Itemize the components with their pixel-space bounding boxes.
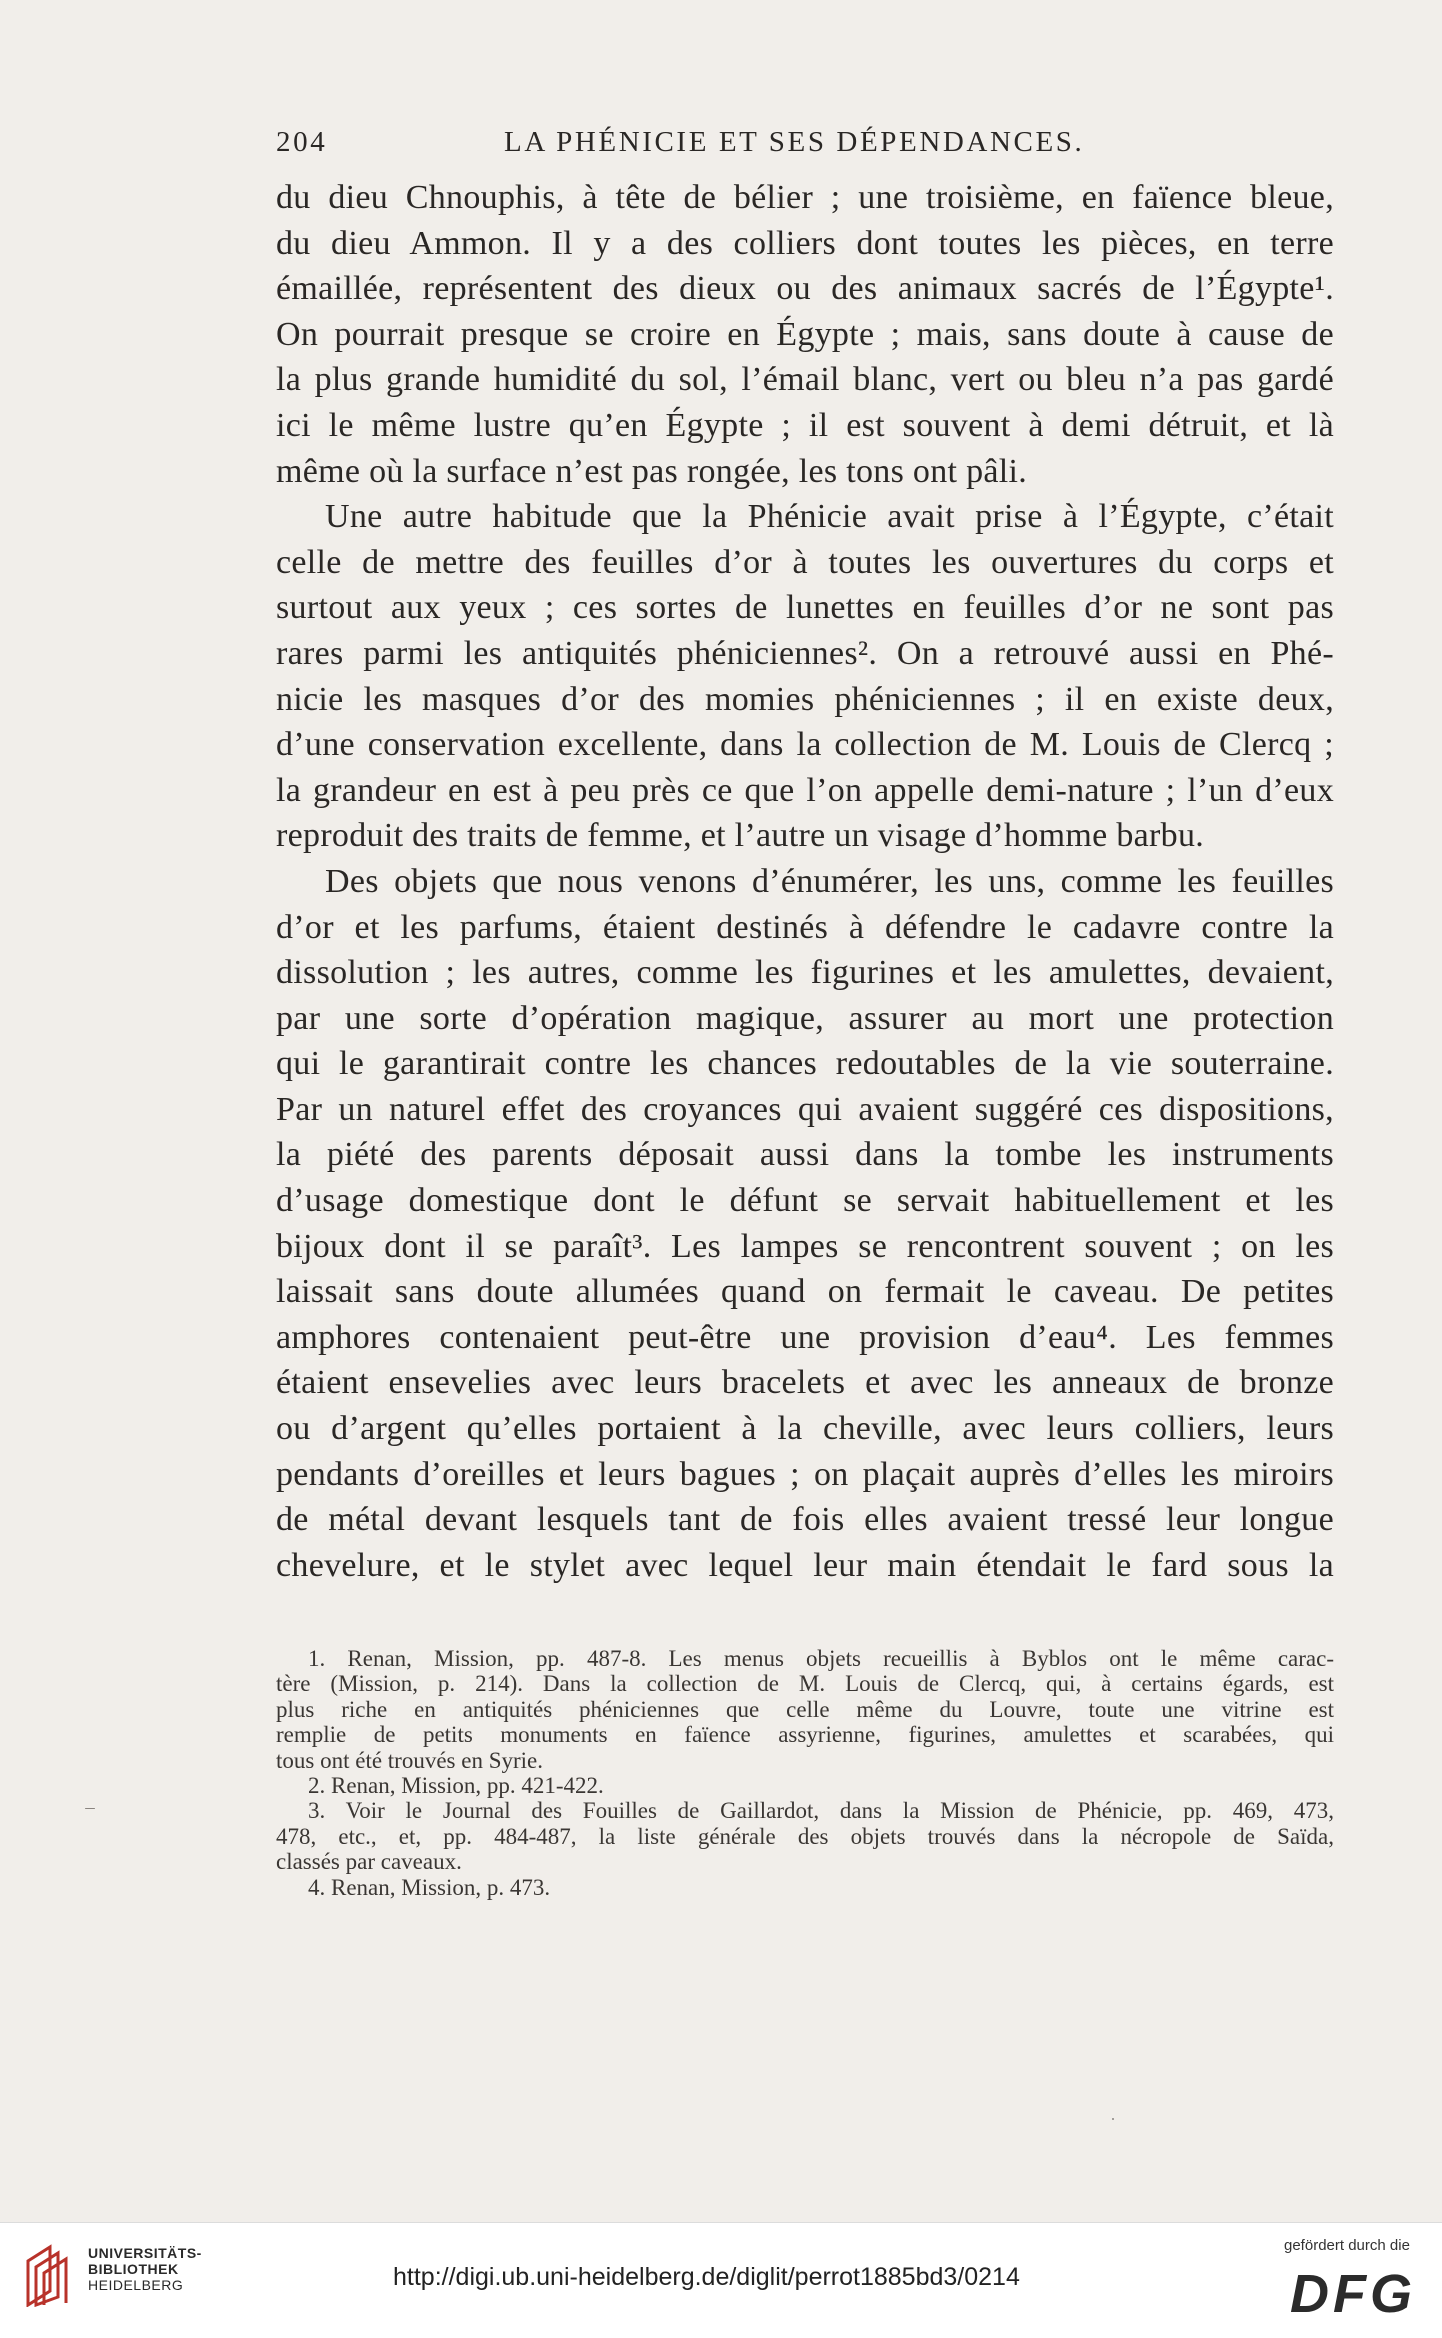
text-line: d’or et les parfums, étaient destinés à défendre le cadavre contre la bbox=[276, 908, 1334, 946]
text-line: dissolution ; les autres, comme les figurines et les amulettes, devaient, bbox=[276, 954, 1334, 992]
text-line: la piété des parents déposait aussi dans la tombe les instruments bbox=[276, 1136, 1334, 1174]
text-line: bijoux dont il se paraît³. Les lampes se rencontrent souvent ; on les bbox=[276, 1227, 1334, 1265]
text-line: rares parmi les antiquités phéniciennes². On a retrouvé aussi en Phé- bbox=[276, 634, 1334, 672]
footnote-line: tère (Mission, p. 214). Dans la collection de M. Louis de Clercq, qui, à certains égards, est bbox=[276, 1671, 1334, 1697]
footnote-line: 1. Renan, Mission, pp. 487-8. Les menus objets recueillis à Byblos ont le même carac- bbox=[308, 1646, 1334, 1671]
footnote-line: classés par caveaux. bbox=[276, 1849, 462, 1875]
text-line: ou d’argent qu’elles portaient à la cheville, avec leurs colliers, leurs bbox=[276, 1410, 1334, 1448]
text-line: Par un naturel effet des croyances qui avaient suggéré ces dispositions, bbox=[276, 1090, 1334, 1128]
text-line: étaient ensevelies avec leurs bracelets et avec les anneaux de bronze bbox=[276, 1364, 1334, 1402]
library-name bbox=[88, 2245, 202, 2293]
text-line: d’usage domestique dont le défunt se servait habituellement et les bbox=[276, 1182, 1334, 1220]
text-line: de métal devant lesquels tant de fois elles avaient tressé leur longue bbox=[276, 1501, 1334, 1539]
text-line: par une sorte d’opération magique, assurer au mort une protection bbox=[276, 999, 1334, 1037]
text-line: d’une conservation excellente, dans la collection de M. Louis de Clercq ; bbox=[276, 726, 1334, 764]
text-line: nicie les masques d’or des momies phéniciennes ; il en existe deux, bbox=[276, 680, 1334, 718]
dfg-logo: DFG bbox=[1290, 2264, 1416, 2324]
footnote-line: tous ont été trouvés en Syrie. bbox=[276, 1747, 544, 1773]
digitization-footer bbox=[0, 2222, 1442, 2338]
footnote-line: 478, etc., et, pp. 484-487, la liste générale des objets trouvés dans la nécropole de Saïda, bbox=[276, 1823, 1334, 1849]
text-line: Des objets que nous venons d’énumérer, les uns, comme les feuilles bbox=[325, 862, 1334, 900]
funded-by-label: gefördert durch die bbox=[1284, 2237, 1410, 2254]
text-line: même où la surface n’est pas rongée, les tons ont pâli. bbox=[276, 452, 1028, 490]
footnote-line: remplie de petits monuments en faïence assyrienne, figurines, amulettes et scarabées, qui bbox=[276, 1722, 1334, 1748]
text-line: du dieu Chnouphis, à tête de bélier ; une troisième, en faïence bleue, bbox=[276, 179, 1334, 216]
main-text bbox=[276, 175, 1334, 1588]
page-number: 204 bbox=[276, 126, 328, 158]
footnote-line: 4. Renan, Mission, p. 473. bbox=[308, 1874, 551, 1900]
footnotes bbox=[276, 1646, 1334, 1900]
text-line: celle de mettre des feuilles d’or à toutes les ouvertures du corps et bbox=[276, 543, 1334, 581]
permalink[interactable]: http://digi.ub.uni-heidelberg.de/diglit/perrot1885bd3/0214 bbox=[393, 2263, 1020, 2291]
library-name-line: UNIVERSITÄTS- bbox=[88, 2245, 202, 2261]
scan-mark bbox=[1112, 2118, 1114, 2120]
text-line: On pourrait presque se croire en Égypte ; mais, sans doute à cause de bbox=[276, 315, 1334, 353]
footnote-line: 2. Renan, Mission, pp. 421-422. bbox=[308, 1772, 604, 1798]
footnote-line: plus riche en antiquités phéniciennes que celle même du Louvre, toute une vitrine est bbox=[276, 1696, 1334, 1722]
library-logo-icon bbox=[24, 2243, 76, 2307]
library-name-line: BIBLIOTHEK bbox=[88, 2261, 179, 2277]
text-line: laissait sans doute allumées quand on fermait le caveau. De petites bbox=[276, 1273, 1334, 1311]
footnote-line: 3. Voir le Journal des Fouilles de Gaillardot, dans la Mission de Phénicie, pp. 469, 473, bbox=[308, 1798, 1334, 1824]
text-line: Une autre habitude que la Phénicie avait prise à l’Égypte, c’était bbox=[325, 498, 1334, 536]
text-line: pendants d’oreilles et leurs bagues ; on plaçait auprès d’elles les miroirs bbox=[276, 1455, 1334, 1493]
text-line: surtout aux yeux ; ces sortes de lunettes en feuilles d’or ne sont pas bbox=[276, 589, 1334, 627]
text-line: qui le garantirait contre les chances redoutables de la vie souterraine. bbox=[276, 1045, 1334, 1083]
text-line: reproduit des traits de femme, et l’autre un visage d’homme barbu. bbox=[276, 817, 1205, 855]
text-line: la grandeur en est à peu près ce que l’on appelle demi-nature ; l’un d’eux bbox=[276, 771, 1334, 809]
text-line: la plus grande humidité du sol, l’émail blanc, vert ou bleu n’a pas gardé bbox=[276, 361, 1334, 399]
text-line: du dieu Ammon. Il y a des colliers dont toutes les pièces, en terre bbox=[276, 224, 1334, 262]
text-line: émaillée, représentent des dieux ou des animaux sacrés de l’Égypte¹. bbox=[276, 270, 1334, 308]
text-line: ici le même lustre qu’en Égypte ; il est souvent à demi détruit, et là bbox=[276, 406, 1334, 444]
running-title: LA PHÉNICIE ET SES DÉPENDANCES. bbox=[504, 126, 1085, 158]
library-name-line: HEIDELBERG bbox=[88, 2277, 184, 2293]
text-line: amphores contenaient peut-être une provision d’eau⁴. Les femmes bbox=[276, 1318, 1334, 1356]
text-line: chevelure, et le stylet avec lequel leur main étendait le fard sous la bbox=[276, 1546, 1334, 1584]
scan-mark bbox=[85, 1808, 95, 1809]
